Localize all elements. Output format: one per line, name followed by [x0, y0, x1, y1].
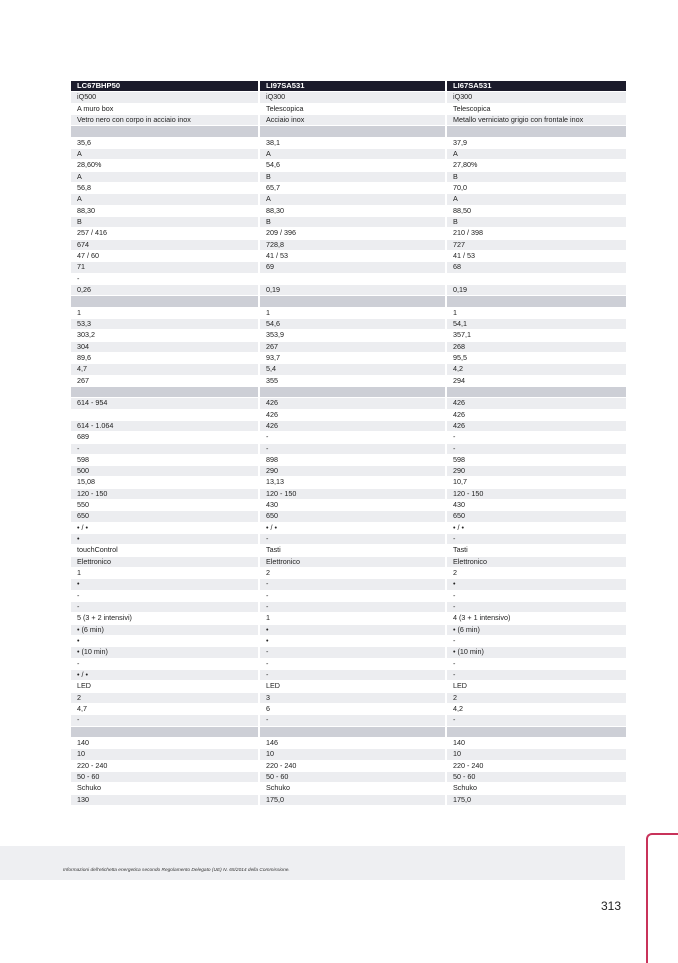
table-cell: 353,9: [258, 330, 445, 340]
table-cell: 650: [445, 511, 626, 521]
table-row: [71, 636, 626, 647]
header-cell-model-1: LC67BHP50: [77, 81, 121, 90]
table-cell: 304: [77, 341, 89, 351]
table-row: [71, 681, 626, 692]
table-cell: 426: [258, 421, 445, 431]
table-cell: A: [77, 194, 82, 204]
table-row: [71, 523, 626, 534]
table-cell: 674: [77, 239, 89, 249]
footer-band: [0, 846, 625, 880]
table-cell: 257 / 416: [77, 228, 107, 238]
table-cell: 500: [77, 466, 89, 476]
table-cell: 50 - 60: [445, 772, 626, 782]
table-row: [71, 557, 626, 568]
table-cell: 54,6: [258, 160, 445, 170]
table-cell: -: [258, 444, 445, 454]
table-row: [71, 670, 626, 681]
table-cell: -: [77, 602, 80, 612]
table-row: [71, 421, 626, 432]
table-row: [71, 398, 626, 409]
table-cell: LED: [258, 681, 445, 691]
table-cell: •: [258, 625, 445, 635]
table-cell: 10: [77, 749, 85, 759]
table-cell: A: [77, 148, 82, 158]
table-row: [71, 364, 626, 375]
table-cell: B: [258, 217, 445, 227]
table-cell: Vetro nero con corpo in acciaio inox: [77, 114, 191, 124]
table-cell: 88,30: [77, 205, 95, 215]
table-cell: LED: [445, 681, 626, 691]
table-cell: 35,6: [77, 137, 91, 147]
table-row: [71, 115, 626, 126]
table-row: [71, 466, 626, 477]
table-cell: •: [77, 579, 80, 589]
table-cell: -: [445, 591, 626, 601]
table-cell: -: [258, 432, 445, 442]
table-row: [71, 228, 626, 239]
table-row: [71, 500, 626, 511]
page-edge-tab: [646, 833, 678, 963]
table-cell: •: [258, 636, 445, 646]
table-row: [71, 783, 626, 794]
table-row: [71, 659, 626, 670]
table-row: [71, 104, 626, 115]
table-cell: 2: [258, 568, 445, 578]
section-separator-row: [71, 727, 626, 738]
table-cell: -: [258, 659, 445, 669]
table-cell: Schuko: [445, 783, 626, 793]
table-row: [71, 704, 626, 715]
table-cell: [258, 387, 445, 397]
table-cell: [71, 410, 258, 420]
table-row: [71, 432, 626, 443]
section-separator-row: [71, 296, 626, 307]
table-row: [71, 511, 626, 522]
table-cell: 120 - 150: [77, 488, 108, 498]
table-cell: B: [445, 217, 626, 227]
table-cell: touchControl: [77, 545, 118, 555]
table-cell: 355: [258, 376, 445, 386]
header-cell-model-3: LI67SA531: [445, 81, 626, 91]
table-cell: 290: [445, 466, 626, 476]
table-cell: 426: [258, 410, 445, 420]
table-row: [71, 613, 626, 624]
table-row: [71, 160, 626, 171]
table-cell: B: [258, 172, 445, 182]
table-cell: [445, 126, 626, 136]
table-cell: 430: [445, 500, 626, 510]
table-cell: 68: [445, 262, 626, 272]
table-cell: 70,0: [445, 183, 626, 193]
table-cell: 728,8: [258, 240, 445, 250]
table-cell: • / •: [77, 522, 89, 532]
table-cell: Acciaio inox: [258, 115, 445, 125]
table-cell: 1: [445, 308, 626, 318]
table-cell: A: [77, 171, 82, 181]
table-cell: 209 / 396: [258, 228, 445, 238]
table-cell: Metallo verniciato grigio con frontale inox: [445, 115, 626, 125]
table-cell: 140: [445, 738, 626, 748]
table-cell: 268: [445, 342, 626, 352]
table-row: [71, 274, 626, 285]
table-cell: 15,08: [77, 477, 95, 487]
table-cell: 95,5: [445, 353, 626, 363]
table-cell: 38,1: [258, 138, 445, 148]
table-header-row: [71, 81, 626, 92]
table-cell: 1: [258, 613, 445, 623]
table-row: [71, 319, 626, 330]
table-cell: B: [445, 172, 626, 182]
table-cell: •: [77, 534, 80, 544]
table-body: [71, 92, 626, 806]
table-cell: 4,7: [77, 704, 87, 714]
table-cell: 598: [77, 454, 89, 464]
table-cell: 146: [258, 738, 445, 748]
table-cell: 220 - 240: [258, 761, 445, 771]
table-cell: 5 (3 + 2 intensivi): [77, 613, 132, 623]
table-cell: 598: [445, 455, 626, 465]
table-cell: 27,80%: [445, 160, 626, 170]
table-cell: 175,0: [445, 795, 626, 805]
table-cell: [71, 727, 258, 737]
table-cell: iQ300: [258, 92, 445, 102]
table-cell: -: [258, 591, 445, 601]
table-cell: 0,19: [445, 285, 626, 295]
table-cell: • (10 min): [77, 647, 108, 657]
table-row: [71, 477, 626, 488]
table-cell: -: [445, 444, 626, 454]
table-cell: 71: [77, 262, 85, 272]
table-cell: [258, 274, 445, 284]
table-cell: -: [258, 602, 445, 612]
table-cell: 614 - 954: [77, 398, 108, 408]
table-cell: -: [445, 432, 626, 442]
table-cell: 47 / 60: [77, 250, 99, 260]
table-row: [71, 772, 626, 783]
table-cell: Telescopica: [445, 104, 626, 114]
table-cell: [445, 296, 626, 306]
table-cell: • / •: [445, 523, 626, 533]
table-cell: A: [445, 149, 626, 159]
table-cell: 357,1: [445, 330, 626, 340]
table-cell: 130: [77, 794, 89, 804]
table-cell: 50 - 60: [77, 772, 100, 782]
table-row: [71, 625, 626, 636]
table-row: [71, 92, 626, 103]
table-cell: 294: [445, 376, 626, 386]
table-row: [71, 715, 626, 726]
table-cell: 175,0: [258, 795, 445, 805]
table-cell: -: [77, 715, 80, 725]
table-cell: 2: [445, 568, 626, 578]
table-row: [71, 410, 626, 421]
table-row: [71, 342, 626, 353]
table-row: [71, 194, 626, 205]
table-cell: -: [258, 534, 445, 544]
table-cell: -: [445, 715, 626, 725]
table-cell: -: [258, 579, 445, 589]
table-cell: [445, 274, 626, 284]
table-cell: iQ500: [77, 92, 97, 102]
table-row: [71, 761, 626, 772]
table-cell: A: [445, 194, 626, 204]
table-row: [71, 591, 626, 602]
table-cell: B: [77, 216, 82, 226]
table-cell: 120 - 150: [445, 489, 626, 499]
table-row: [71, 376, 626, 387]
table-cell: •: [445, 579, 626, 589]
table-cell: [445, 387, 626, 397]
table-cell: 10: [258, 749, 445, 759]
table-cell: 10,7: [445, 477, 626, 487]
table-cell: LED: [77, 681, 91, 691]
table-cell: -: [77, 443, 80, 453]
table-cell: A: [258, 149, 445, 159]
table-cell: 426: [445, 410, 626, 420]
table-cell: 56,8: [77, 182, 91, 192]
table-cell: -: [258, 670, 445, 680]
table-row: [71, 138, 626, 149]
table-cell: 69: [258, 262, 445, 272]
table-cell: 426: [445, 398, 626, 408]
table-row: [71, 693, 626, 704]
table-cell: 10: [445, 749, 626, 759]
table-row: [71, 251, 626, 262]
spec-table: [71, 81, 626, 806]
table-cell: 5,4: [258, 364, 445, 374]
table-cell: 689: [77, 432, 89, 442]
footnote: Informazioni dell'etichetta energetica secondo Regolamento Delegato (UE) N. 65/2014 della Commissione.: [63, 868, 290, 873]
table-cell: -: [77, 590, 80, 600]
table-row: [71, 353, 626, 364]
table-cell: iQ300: [445, 92, 626, 102]
table-cell: 53,3: [77, 318, 91, 328]
table-cell: [258, 126, 445, 136]
table-row: [71, 262, 626, 273]
table-cell: 120 - 150: [258, 489, 445, 499]
table-row: [71, 285, 626, 296]
table-cell: 3: [258, 693, 445, 703]
table-row: [71, 568, 626, 579]
table-cell: 0,26: [77, 284, 91, 294]
table-cell: A muro box: [77, 103, 114, 113]
table-row: [71, 240, 626, 251]
table-row: [71, 308, 626, 319]
table-cell: 28,60%: [77, 160, 102, 170]
table-row: [71, 489, 626, 500]
table-cell: 4,7: [77, 364, 87, 374]
table-cell: Telescopica: [258, 104, 445, 114]
table-cell: 89,6: [77, 352, 91, 362]
table-row: [71, 172, 626, 183]
table-cell: 220 - 240: [77, 760, 108, 770]
table-cell: [258, 727, 445, 737]
table-row: [71, 579, 626, 590]
table-cell: 426: [258, 398, 445, 408]
table-cell: 140: [77, 738, 89, 748]
table-cell: • / •: [258, 523, 445, 533]
table-cell: Elettronico: [258, 557, 445, 567]
table-row: [71, 444, 626, 455]
table-row: [71, 795, 626, 806]
table-row: [71, 455, 626, 466]
section-separator-row: [71, 126, 626, 137]
table-cell: [71, 387, 258, 397]
table-cell: [258, 296, 445, 306]
table-cell: Elettronico: [445, 557, 626, 567]
table-row: [71, 749, 626, 760]
table-cell: 6: [258, 704, 445, 714]
table-cell: -: [445, 534, 626, 544]
table-cell: -: [445, 636, 626, 646]
table-cell: 614 - 1.064: [77, 420, 114, 430]
table-cell: 290: [258, 466, 445, 476]
table-row: [71, 738, 626, 749]
table-cell: 0,19: [258, 285, 445, 295]
table-cell: 430: [258, 500, 445, 510]
table-cell: 303,2: [77, 330, 95, 340]
table-row: [71, 545, 626, 556]
table-cell: 2: [77, 692, 81, 702]
table-row: [71, 183, 626, 194]
table-cell: 550: [77, 500, 89, 510]
table-cell: 65,7: [258, 183, 445, 193]
table-cell: 4 (3 + 1 intensivo): [445, 613, 626, 623]
table-cell: 41 / 53: [445, 251, 626, 261]
table-cell: -: [445, 602, 626, 612]
table-cell: 41 / 53: [258, 251, 445, 261]
table-cell: 267: [258, 342, 445, 352]
table-cell: 220 - 240: [445, 761, 626, 771]
table-cell: 267: [77, 375, 89, 385]
table-cell: • (10 min): [445, 647, 626, 657]
section-separator-row: [71, 387, 626, 398]
table-cell: -: [77, 273, 80, 283]
table-row: [71, 149, 626, 160]
table-row: [71, 647, 626, 658]
table-cell: 2: [445, 693, 626, 703]
table-cell: 88,50: [445, 206, 626, 216]
table-cell: -: [258, 715, 445, 725]
table-cell: -: [258, 647, 445, 657]
table-cell: • (6 min): [445, 625, 626, 635]
table-row: [71, 602, 626, 613]
table-cell: [445, 727, 626, 737]
table-cell: 1: [258, 308, 445, 318]
table-cell: 88,30: [258, 206, 445, 216]
page-number: 313: [601, 899, 622, 913]
table-cell: 13,13: [258, 477, 445, 487]
table-cell: 1: [77, 568, 81, 578]
table-cell: Schuko: [258, 783, 445, 793]
table-row: [71, 206, 626, 217]
table-cell: Elettronico: [77, 556, 111, 566]
table-cell: -: [445, 659, 626, 669]
table-cell: 650: [77, 511, 89, 521]
table-row: [71, 534, 626, 545]
table-cell: 54,6: [258, 319, 445, 329]
table-cell: 210 / 398: [445, 228, 626, 238]
table-cell: 426: [445, 421, 626, 431]
table-cell: 1: [77, 307, 81, 317]
table-cell: 4,2: [445, 364, 626, 374]
table-cell: Tasti: [445, 545, 626, 555]
table-cell: [71, 296, 258, 306]
table-cell: • (6 min): [77, 624, 104, 634]
table-cell: Tasti: [258, 545, 445, 555]
table-cell: 898: [258, 455, 445, 465]
table-cell: Schuko: [77, 783, 101, 793]
table-row: [71, 217, 626, 228]
table-cell: 50 - 60: [258, 772, 445, 782]
table-cell: 4,2: [445, 704, 626, 714]
table-cell: 37,9: [445, 138, 626, 148]
table-cell: •: [77, 636, 80, 646]
table-cell: 93,7: [258, 353, 445, 363]
table-cell: A: [258, 194, 445, 204]
table-row: [71, 330, 626, 341]
table-cell: -: [445, 670, 626, 680]
table-cell: 727: [445, 240, 626, 250]
table-cell: -: [77, 658, 80, 668]
header-cell-model-2: LI97SA531: [258, 81, 445, 91]
table-cell: 650: [258, 511, 445, 521]
table-cell: [71, 126, 258, 136]
table-cell: 54,1: [445, 319, 626, 329]
table-cell: • / •: [77, 670, 89, 680]
